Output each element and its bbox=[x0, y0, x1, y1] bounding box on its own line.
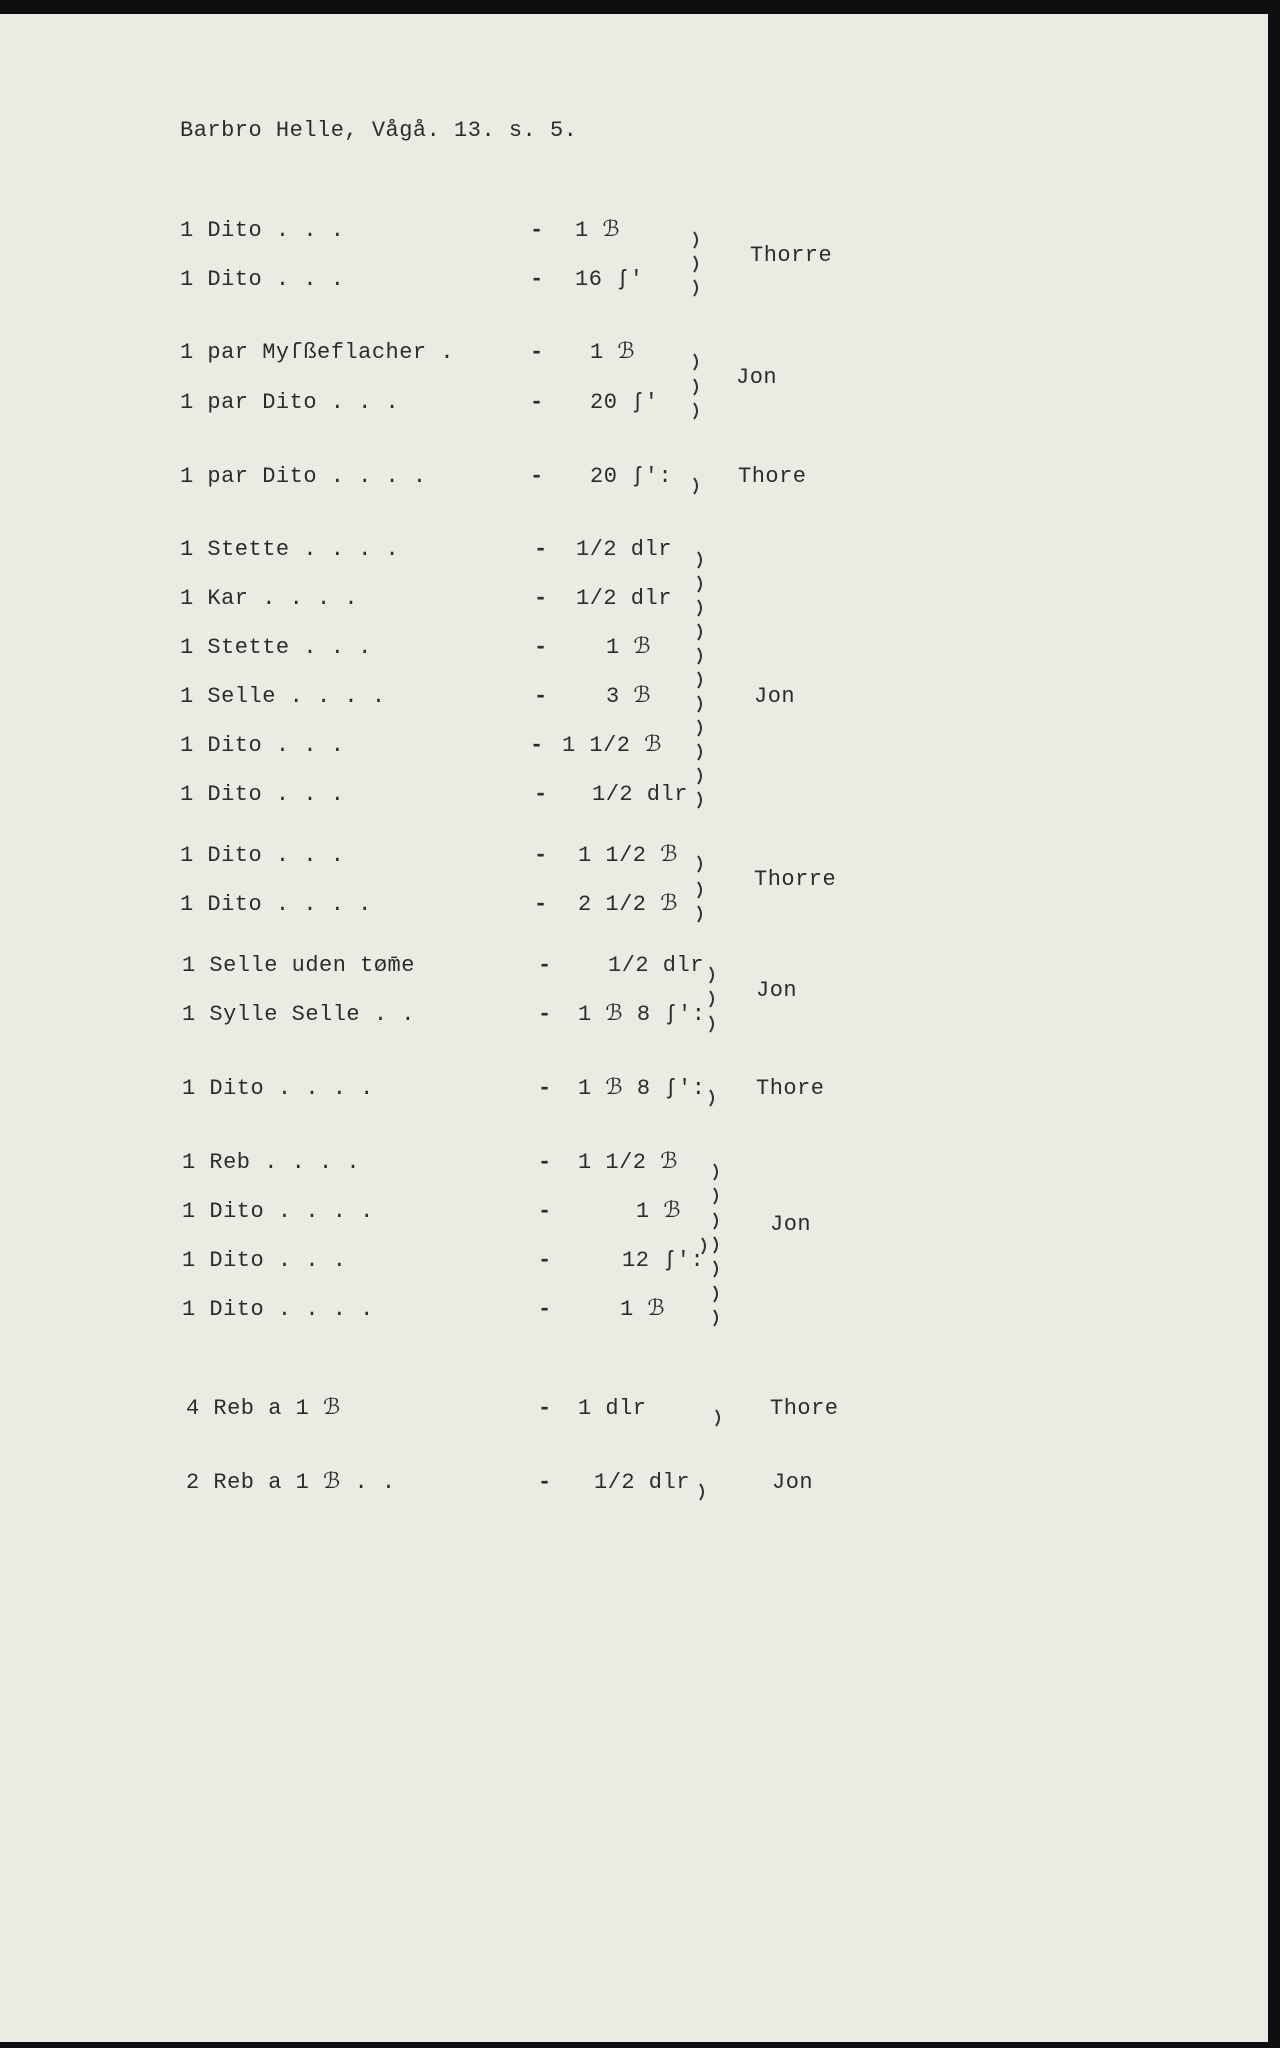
dash-mark: - bbox=[534, 892, 548, 917]
item-label: 1 Reb . . . . bbox=[182, 1150, 361, 1175]
amount-value: 1/2 dlr bbox=[594, 1470, 690, 1495]
document-page bbox=[0, 14, 1268, 2042]
item-label: 1 Dito . . . bbox=[180, 267, 345, 292]
dash-mark: - bbox=[538, 1297, 552, 1322]
name-label: Thore bbox=[756, 1076, 825, 1101]
item-label: 1 Dito . . . bbox=[180, 843, 345, 868]
name-label: Thorre bbox=[754, 867, 837, 892]
dash-mark: - bbox=[534, 684, 548, 709]
name-label: Thore bbox=[738, 464, 807, 489]
amount-value: 1 ℬ 8 ʃ': bbox=[578, 1002, 706, 1027]
dash-mark: - bbox=[538, 1002, 552, 1027]
name-label: Jon bbox=[770, 1212, 812, 1237]
amount-value: 1 ℬ bbox=[620, 1297, 666, 1322]
dash-mark: - bbox=[534, 635, 548, 660]
item-label: 1 Selle uden tøm̄e bbox=[182, 953, 415, 978]
item-label: 1 Dito . . . bbox=[180, 782, 345, 807]
dash-mark: - bbox=[534, 843, 548, 868]
amount-value: 1 1/2 ℬ bbox=[562, 733, 663, 758]
amount-value: 1 1/2 ℬ bbox=[578, 1150, 679, 1175]
amount-value: 1/2 dlr bbox=[608, 953, 704, 978]
dash-mark: - bbox=[530, 340, 544, 365]
name-label: Jon bbox=[736, 365, 778, 390]
amount-value: 1 ℬ 8 ʃ': bbox=[578, 1076, 706, 1101]
name-label: Thorre bbox=[750, 243, 833, 268]
amount-value: 1/2 dlr bbox=[592, 782, 688, 807]
item-label: 1 Dito . . . . bbox=[182, 1297, 374, 1322]
bracket-marks bbox=[0, 14, 760, 1514]
amount-value: 1 ℬ bbox=[636, 1199, 682, 1224]
item-label: 1 Dito . . . . bbox=[182, 1199, 374, 1224]
item-label: 2 Reb a 1 ℬ . . bbox=[186, 1470, 396, 1495]
dash-mark: - bbox=[538, 1076, 552, 1101]
amount-value: 1/2 dlr bbox=[576, 537, 672, 562]
amount-value: 1 dlr bbox=[578, 1396, 647, 1421]
page-header: Barbro Helle, Vågå. 13. s. 5. bbox=[180, 118, 578, 143]
dash-mark: - bbox=[530, 390, 544, 415]
amount-value: 2 1/2 ℬ bbox=[578, 892, 679, 917]
dash-mark: - bbox=[538, 1150, 552, 1175]
item-label: 4 Reb a 1 ℬ bbox=[186, 1396, 341, 1421]
item-label: 1 Dito . . . bbox=[180, 733, 345, 758]
item-label: 1 Dito . . . bbox=[182, 1248, 347, 1273]
dash-mark: - bbox=[534, 586, 548, 611]
amount-value: 1 ℬ bbox=[575, 218, 621, 243]
item-label: 1 Stette . . . bbox=[180, 635, 372, 660]
dash-mark: - bbox=[538, 1199, 552, 1224]
amount-value: 12 ʃ': bbox=[622, 1248, 705, 1273]
dash-mark: - bbox=[538, 1396, 552, 1421]
amount-value: 1/2 dlr bbox=[576, 586, 672, 611]
item-label: 1 Kar . . . . bbox=[180, 586, 359, 611]
amount-value: 1 1/2 ℬ bbox=[578, 843, 679, 868]
dash-mark: - bbox=[538, 1470, 552, 1495]
dash-mark: - bbox=[530, 218, 544, 243]
name-label: Jon bbox=[754, 684, 796, 709]
amount-value: 3 ℬ bbox=[606, 684, 652, 709]
item-label: 1 par Dito . . . bbox=[180, 390, 400, 415]
amount-value: 1 ℬ bbox=[590, 340, 636, 365]
amount-value: 16 ʃ' bbox=[575, 267, 644, 292]
dash-mark: - bbox=[530, 733, 544, 758]
item-label: 1 Selle . . . . bbox=[180, 684, 386, 709]
item-label: 1 par Dito . . . . bbox=[180, 464, 427, 489]
item-label: 1 Dito . . . . bbox=[180, 892, 372, 917]
dash-mark: - bbox=[530, 464, 544, 489]
item-label: 1 Dito . . . bbox=[180, 218, 345, 243]
item-label: 1 Dito . . . . bbox=[182, 1076, 374, 1101]
dash-mark: - bbox=[530, 267, 544, 292]
dash-mark: - bbox=[534, 537, 548, 562]
dash-mark: - bbox=[538, 953, 552, 978]
name-label: Jon bbox=[772, 1470, 814, 1495]
item-label: 1 par Myſßeflacher . bbox=[180, 340, 455, 365]
amount-value: 1 ℬ bbox=[606, 635, 652, 660]
amount-value: 20 ʃ' bbox=[590, 390, 659, 415]
name-label: Jon bbox=[756, 978, 798, 1003]
amount-value: 20 ʃ': bbox=[590, 464, 673, 489]
dash-mark: - bbox=[534, 782, 548, 807]
item-label: 1 Sylle Selle . . bbox=[182, 1002, 415, 1027]
dash-mark: - bbox=[538, 1248, 552, 1273]
item-label: 1 Stette . . . . bbox=[180, 537, 400, 562]
name-label: Thore bbox=[770, 1396, 839, 1421]
